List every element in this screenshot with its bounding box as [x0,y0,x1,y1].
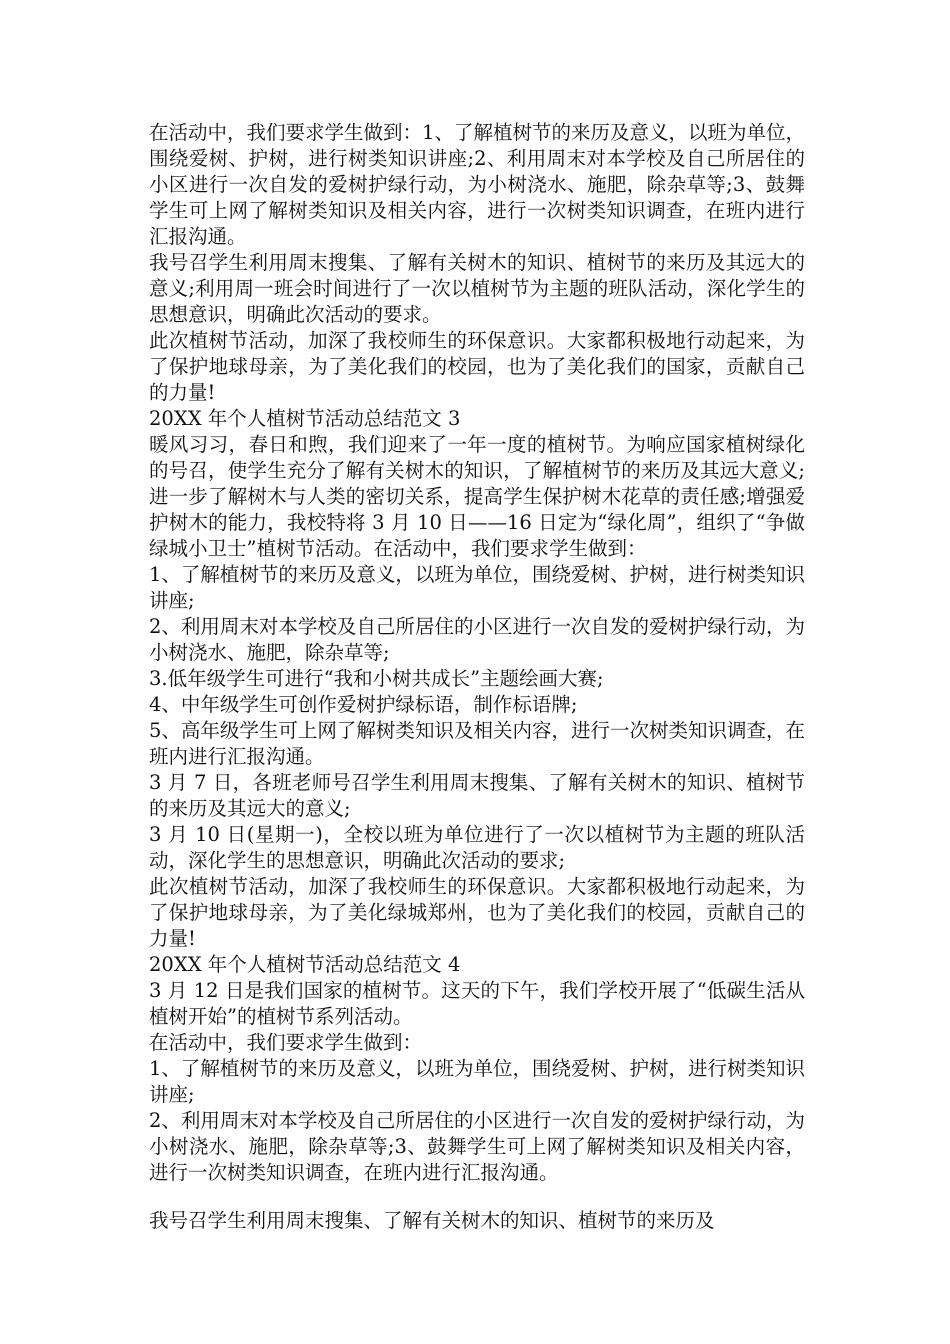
list-item: 5、高年级学生可上网了解树类知识及相关内容，进行一次树类知识调查，在班内进行汇报沟通。 [149,719,805,768]
paragraph: 在活动中，我们要求学生做到： [149,1031,423,1054]
paragraph: 我号召学生利用周末搜集、了解有关树木的知识、植树节的来历及其远大的意义;利用周一班会时间进行了一次以植树节为主题的班队活动，深化学生的思想意识，明确此次活动的要求。 [149,251,805,326]
paragraph: 此次植树节活动，加深了我校师生的环保意识。大家都积极地行动起来，为了保护地球母亲，为了美化绿城郑州，也为了美化我们的校园，贡献自己的力量! [149,875,805,950]
paragraph: 在活动中，我们要求学生做到：1、了解植树节的来历及意义，以班为单位，围绕爱树、护树，进行树类知识讲座;2、利用周末对本学校及自己所居住的小区进行一次自发的爱树护绿行动，为小树浇水、施肥，除杂草等;3、鼓舞学生可上网了解树类知识及相关内容，进行一次树类知识调查，在班内进行汇报沟通。 [149,121,805,248]
list-item: 3.低年级学生可进行“我和小树共成长”主题绘画大赛; [149,667,604,690]
paragraph: 3 月 7 日，各班老师号召学生利用周末搜集、了解有关树木的知识、植树节的来历及其远大的意义; [149,771,805,820]
list-item: 2、利用周末对本学校及自己所居住的小区进行一次自发的爱树护绿行动，为小树浇水、施肥，除杂草等;3、鼓舞学生可上网了解树类知识及相关内容，进行一次树类知识调查，在班内进行汇报沟通。 [149,1109,805,1184]
paragraph: 此次植树节活动，加深了我校师生的环保意识。大家都积极地行动起来，为了保护地球母亲，为了美化我们的校园，也为了美化我们的国家，贡献自己的力量! [149,329,805,404]
blank-line [145,1186,805,1208]
paragraph: 3 月 12 日是我们国家的植树节。这天的下午，我们学校开展了“低碳生活从植树开始”的植树节系列活动。 [149,979,805,1028]
list-item: 2、利用周末对本学校及自己所居住的小区进行一次自发的爱树护绿行动，为小树浇水、施肥，除杂草等; [149,615,805,664]
document-body [145,120,805,1234]
list-item: 1、了解植树节的来历及意义，以班为单位，围绕爱树、护树，进行树类知识讲座; [149,563,805,612]
section-heading: 20XX 年个人植树节活动总结范文 4 [149,953,461,976]
paragraph: 3 月 10 日(星期一)，全校以班为单位进行了一次以植树节为主题的班队活动，深化学生的思想意识，明确此次活动的要求; [149,823,805,872]
paragraph: 我号召学生利用周末搜集、了解有关树木的知识、植树节的来历及 [149,1209,715,1232]
section-heading: 20XX 年个人植树节活动总结范文 3 [149,407,461,430]
list-item: 1、了解植树节的来历及意义，以班为单位，围绕爱树、护树，进行树类知识讲座; [149,1057,805,1106]
list-item: 4、中年级学生可创作爱树护绿标语，制作标语牌; [149,693,578,716]
paragraph: 暖风习习，春日和煦，我们迎来了一年一度的植树节。为响应国家植树绿化的号召，使学生充分了解有关树木的知识，了解植树节的来历及其远大意义;进一步了解树木与人类的密切关系，提高学生保护树木花草的责任感;增强爱护树木的能力，我校特将 3 月 10 日——16 日定为“绿化周”，组织了“争做绿城小卫士”植树节活动。在活动中，我们要求学生做到： [149,433,805,560]
